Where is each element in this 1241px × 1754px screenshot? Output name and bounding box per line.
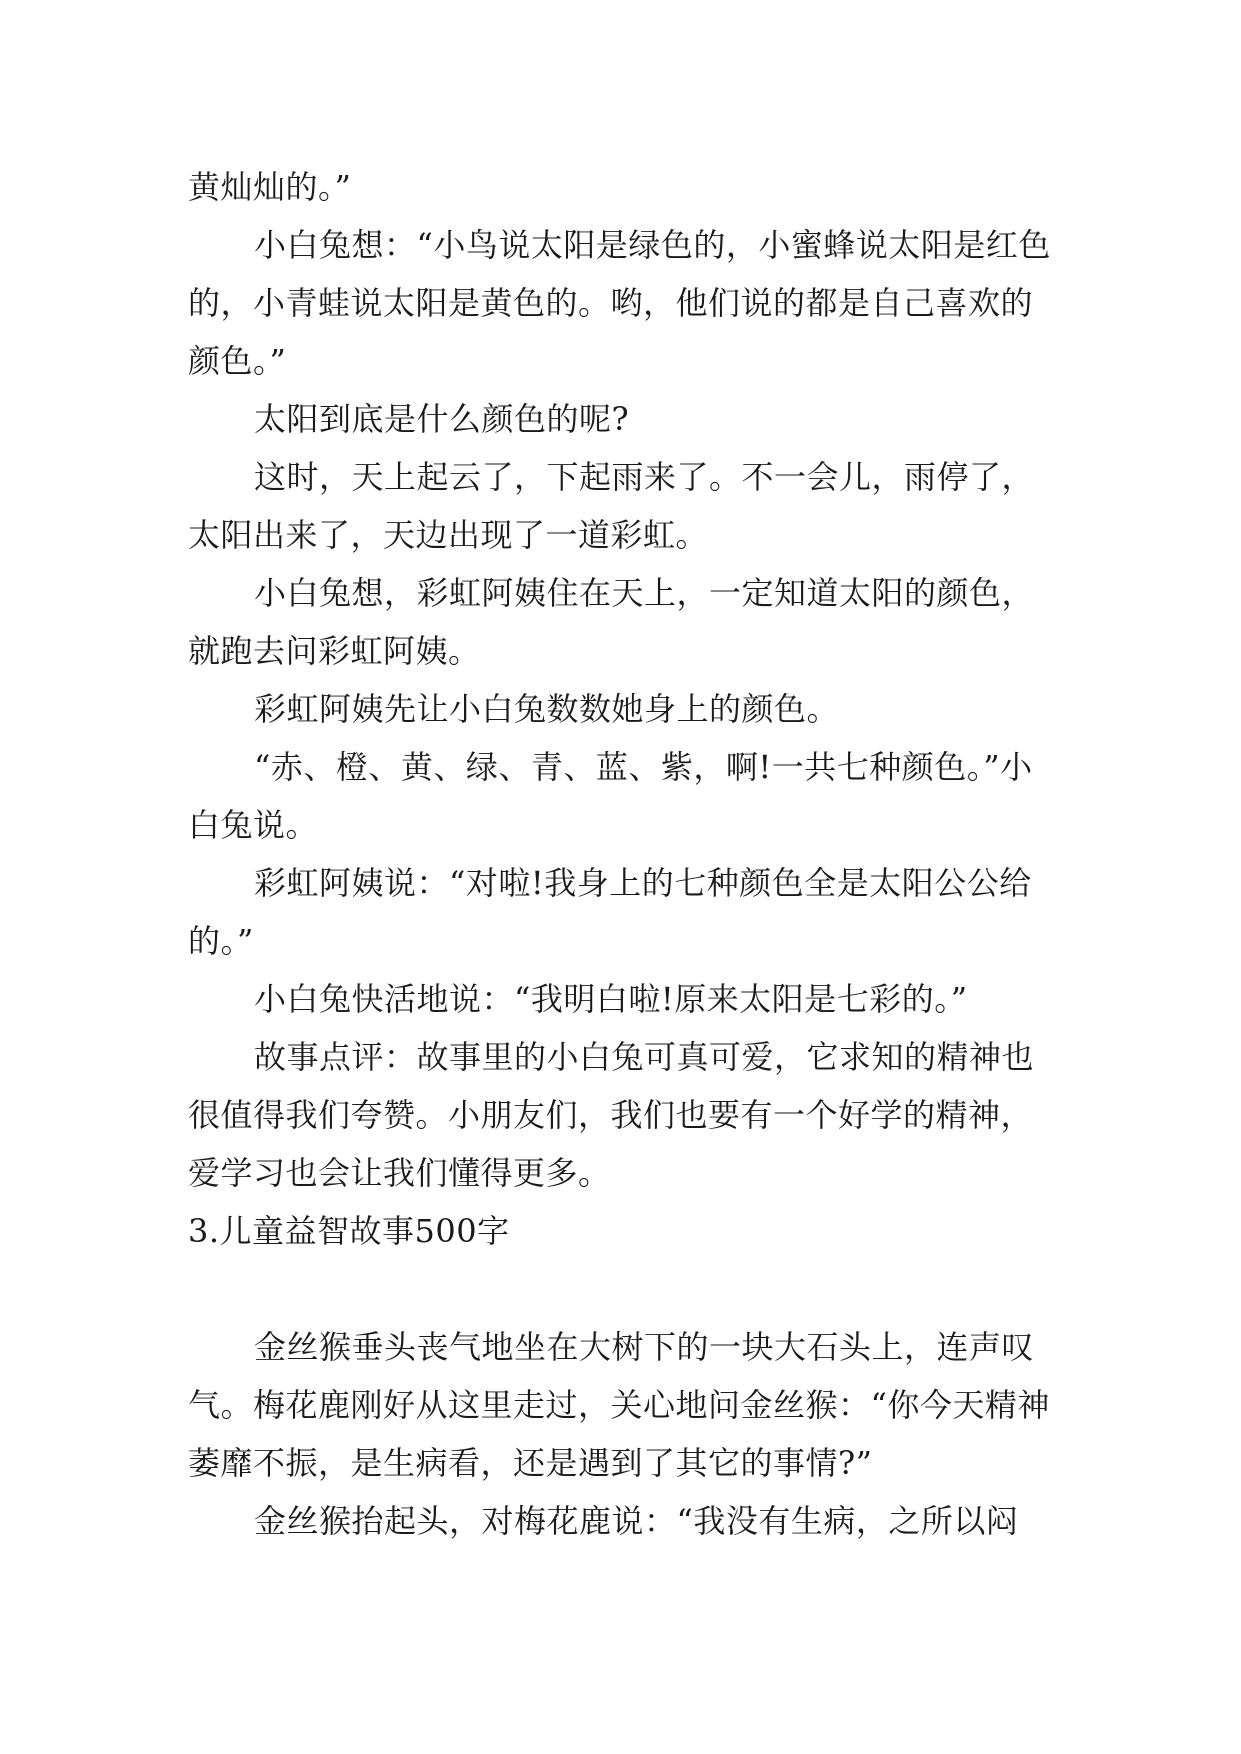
paragraph: 金丝猴抬起头，对梅花鹿说：“我没有生病，之所以闷 bbox=[254, 1502, 1019, 1540]
paragraph: 小白兔想，彩虹阿姨住在天上，一定知道太阳的颜色，就跑去问彩虹阿姨。 bbox=[188, 574, 1035, 670]
paragraph: 小白兔想：“小鸟说太阳是绿色的，小蜜蜂说太阳是红色的，小青蛙说太阳是黄色的。哟，他们说的都是自己喜欢的颜色。” bbox=[188, 226, 1051, 380]
paragraph: 这时，天上起云了，下起雨来了。不一会儿，雨停了，太阳出来了，天边出现了一道彩虹。 bbox=[188, 458, 1035, 554]
section-heading: 3.儿童益智故事500字 bbox=[188, 1212, 510, 1250]
blank-line bbox=[188, 1260, 1060, 1318]
paragraph: 太阳到底是什么颜色的呢? bbox=[254, 400, 630, 438]
paragraph: 小白兔快活地说：“我明白啦!原来太阳是七彩的。” bbox=[254, 980, 968, 1018]
document-body bbox=[188, 158, 1060, 1550]
story-section-2 bbox=[188, 1318, 1060, 1550]
paragraph: “赤、橙、黄、绿、青、蓝、紫，啊!一共七种颜色。”小白兔说。 bbox=[188, 748, 1033, 844]
paragraph: 黄灿灿的。” bbox=[188, 168, 352, 206]
paragraph: 彩虹阿姨说：“对啦!我身上的七种颜色全是太阳公公给的。” bbox=[188, 864, 1032, 960]
paragraph: 彩虹阿姨先让小白兔数数她身上的颜色。 bbox=[254, 690, 840, 728]
paragraph: 金丝猴垂头丧气地坐在大树下的一块大石头上，连声叹气。梅花鹿刚好从这里走过，关心地问金丝猴：“你今天精神萎靡不振，是生病看，还是遇到了其它的事情?” bbox=[188, 1328, 1050, 1482]
paragraph: 故事点评：故事里的小白兔可真可爱，它求知的精神也很值得我们夸赞。小朋友们，我们也要有一个好学的精神，爱学习也会让我们懂得更多。 bbox=[188, 1038, 1035, 1192]
story-section-1 bbox=[188, 158, 1060, 1202]
